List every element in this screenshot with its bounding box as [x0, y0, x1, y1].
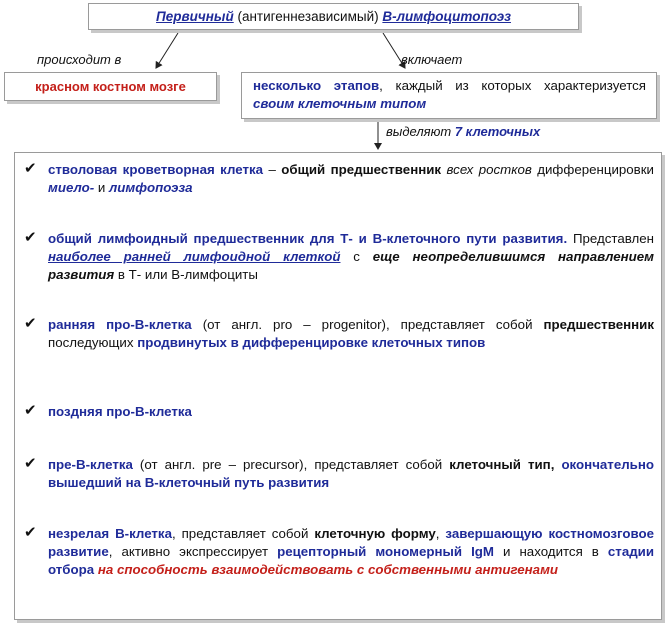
includes-label: включает — [401, 52, 463, 67]
list-item: ✔ поздняя про-В-клетка — [24, 402, 192, 419]
arrow-to-left-box — [156, 33, 178, 68]
list-item: ✔ стволовая кроветворная клетка – общий предшественник всех ростков дифференцировки миело- и лимфопоэза — [24, 160, 654, 195]
checkmark-icon: ✔ — [24, 455, 37, 472]
cell-stages-list — [14, 152, 662, 620]
stages-word: этапов — [333, 78, 380, 93]
checkmark-icon: ✔ — [24, 402, 37, 419]
checkmark-icon: ✔ — [24, 524, 37, 541]
seven-cell-label: 7 клеточных — [454, 124, 541, 139]
lymphopoiesis-label: В-лимфоцитопоэз — [382, 9, 511, 24]
stages-desc: , каждый из которых характеризуется — [379, 78, 646, 93]
own-cell-type: своим клеточным типом — [253, 96, 427, 111]
stages-several: несколько — [253, 78, 322, 93]
bone-marrow-box — [4, 72, 217, 101]
checkmark-icon: ✔ — [24, 315, 37, 332]
list-item: ✔ общий лимфоидный предшественник для Т- и В-клеточного пути развития. Представлен наиболее ранней лимфоидной клеткой с еще неопределившимся направлением развития в Т- или В-лимфоциты — [24, 229, 655, 282]
checkmark-icon: ✔ — [24, 229, 37, 246]
list-item: ✔ пре-В-клетка (от англ. pre – precursor), представляет собой клеточный тип, окончательно вышедший на В-клеточный путь развития — [24, 455, 654, 490]
stages-box — [241, 72, 657, 119]
primary-label: Первичный — [156, 9, 234, 24]
list-item: ✔ незрелая В-клетка, представляет собой клеточную форму, завершающую костномозговое развитие, активно экспрессирует рецепторный мономерный IgM и находится в стадии отбора на способность взаимодействовать с собственными антигенами — [24, 524, 654, 577]
red-bone-marrow-text: красном костном мозге — [35, 79, 186, 94]
list-item: ✔ ранняя про-В-клетка (от англ. pro – progenitor), представляет собой предшественник последующих продвинутых в дифференцировке клеточных типов — [24, 315, 654, 350]
checkmark-icon: ✔ — [24, 160, 37, 177]
antigen-independent-label: (антигеннезависимый) — [233, 9, 383, 24]
occurs-in-label: происходит в — [37, 52, 122, 67]
distinguish-label: выделяют 7 клеточных — [386, 124, 541, 139]
primary-lymphopoiesis-box — [88, 3, 579, 30]
